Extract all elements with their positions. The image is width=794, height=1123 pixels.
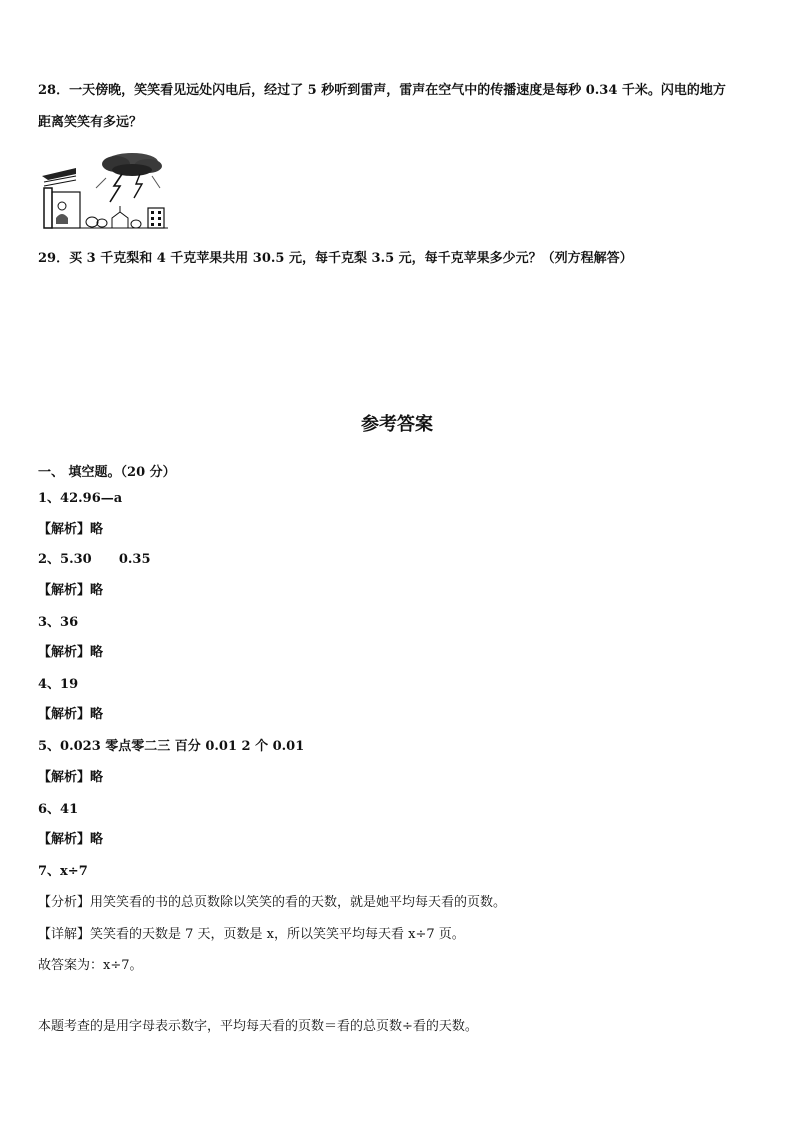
q29-text: 29．买 3 千克梨和 4 千克苹果共用 30.5 元，每千克梨 3.5 元，每千克苹果多少元？（列方程解答）: [38, 251, 633, 266]
answer-7-summary: 本题考查的是用字母表示数字，平均每天看的页数＝看的总页数÷看的天数。: [38, 1019, 478, 1034]
analysis-5: 【解析】略: [38, 770, 104, 785]
analysis-2: 【解析】略: [38, 583, 104, 598]
answer-1: 1、42.96—a: [38, 491, 123, 506]
analysis-6: 【解析】略: [38, 832, 104, 847]
analysis-4: 【解析】略: [38, 707, 104, 722]
analysis-7-xiangjie: 【详解】笑笑看的天数是 7 天，页数是 x，所以笑笑平均每天看 x÷7 页。: [38, 927, 465, 942]
q28-text-line2: 距离笑笑有多远？: [38, 115, 143, 130]
section1-heading: 一、 填空题。（20 分）: [38, 465, 176, 480]
lightning-illustration: [40, 148, 170, 230]
analysis-1: 【解析】略: [38, 522, 104, 537]
answers-title: 参考答案: [361, 414, 433, 435]
answer-7-conclusion: 故答案为：x÷7。: [38, 958, 143, 973]
analysis-7-fenxi: 【分析】用笑笑看的书的总页数除以笑笑的看的天数，就是她平均每天看的页数。: [38, 895, 507, 910]
answer-5: 5、0.023 零点零二三 百分 0.01 2 个 0.01: [38, 739, 305, 754]
analysis-3: 【解析】略: [38, 645, 104, 660]
answer-4: 4、19: [38, 677, 79, 692]
answer-7: 7、x÷7: [38, 864, 88, 879]
answer-6: 6、41: [38, 802, 79, 817]
answer-2: 2、5.30 0.35: [38, 552, 151, 567]
answer-3: 3、36: [38, 615, 79, 630]
q28-text-line1: 28．一天傍晚，笑笑看见远处闪电后，经过了 5 秒听到雷声，雷声在空气中的传播速度是每秒 0.34 千米。闪电的地方: [38, 83, 726, 98]
